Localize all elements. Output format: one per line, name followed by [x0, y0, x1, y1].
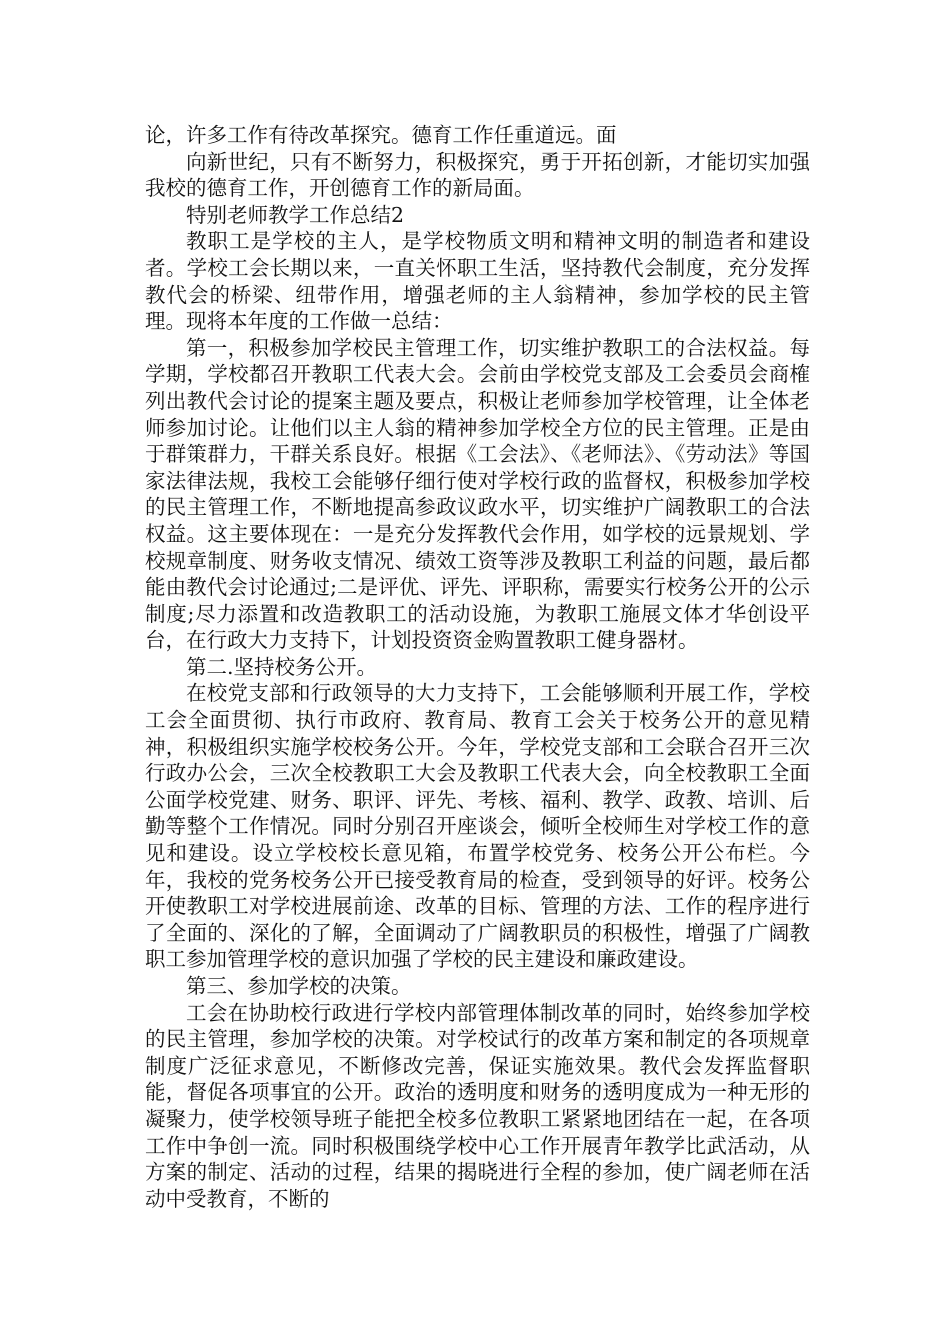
paragraph-continuation: 论，许多工作有待改革探究。德育工作任重道远。面 — [145, 123, 617, 147]
section-title: 特别老师教学工作总结2 — [186, 202, 405, 227]
paragraph-intro: 教职工是学校的主人，是学校物质文明和精神文明的制造者和建设者。学校工会长期以来，一直关怀职工生活，坚持教代会制度，充分发挥教代会的桥梁、纽带作用，增强老师的主人翁精神，参加学校的民主管理。现将本年度的工作做一总结： — [145, 229, 810, 334]
paragraph-third-point: 工会在协助校行政进行学校内部管理体制改革的同时，始终参加学校的民主管理，参加学校的决策。对学校试行的改革方案和制定的各项规章制度广泛征求意见，不断修改完善，保证实施效果。教代会发挥监督职能，督促各项事宜的公开。政治的透明度和财务的透明度成为一种无形的凝聚力，使学校领导班子能把全校多位教职工紧紧地团结在一起，在各项工作中争创一流。同时积极围绕学校中心工作开展青年教学比武活动，从方案的制定、活动的过程，结果的揭晓进行全程的参加，使广阔老师在活动中受教育，不断的 — [145, 1000, 810, 1211]
heading-third-point: 第三、参加学校的决策。 — [186, 974, 412, 998]
paragraph-first-point: 第一，积极参加学校民主管理工作，切实维护教职工的合法权益。每学期，学校都召开教职工代表大会。会前由学校党支部及工会委员会商榷列出教代会讨论的提案主题及要点，积极让老师参加学校管理，让全体老师参加讨论。让他们以主人翁的精神参加学校全方位的民主管理。正是由于群策群力，干群关系良好。根据《工会法》、《老师法》、《劳动法》等国家法律法规，我校工会能够仔细行使对学校行政的监督权，积极参加学校的民主管理工作，不断地提高参政议政水平，切实维护广阔教职工的合法权益。这主要体现在：一是充分发挥教代会作用，如学校的远景规划、学校规章制度、财务收支情况、绩效工资等涉及教职工利益的问题，最后都能由教代会讨论通过;二是评优、评先、评职称，需要实行校务公开的公示制度;尽力添置和改造教职工的活动设施，为教职工施展文体才华创设平台，在行政大力支持下，计划投资资金购置教职工健身器材。 — [145, 335, 810, 653]
paragraph-second-point: 在校党支部和行政领导的大力支持下，工会能够顺利开展工作，学校工会全面贯彻、执行市政府、教育局、教育工会关于校务公开的意见精神，积极组织实施学校校务公开。今年，学校党支部和工会联合召开三次行政办公会，三次全校教职工大会及教职工代表大会，向全校教职工全面公面学校党建、财务、职评、评先、考核、福利、教学、政教、培训、后勤等整个工作情况。同时分别召开座谈会，倾听全校师生对学校工作的意见和建设。设立学校校长意见箱，布置学校党务、校务公开公布栏。今年，我校的党务校务公开已接受教育局的检查，受到领导的好评。校务公开使教职工对学校进展前途、改革的目标、管理的方法、工作的程序进行了全面的、深化的了解，全面调动了广阔教职员的积极性，增强了广阔教职工参加管理学校的意识加强了学校的民主建设和廉政建设。 — [145, 681, 810, 972]
document-body — [145, 122, 810, 1212]
heading-second-point: 第二.坚持校务公开。 — [186, 654, 378, 679]
paragraph-new-century: 向新世纪，只有不断努力，积极探究，勇于开拓创新，才能切实加强我校的德育工作，开创德育工作的新局面。 — [145, 149, 810, 201]
